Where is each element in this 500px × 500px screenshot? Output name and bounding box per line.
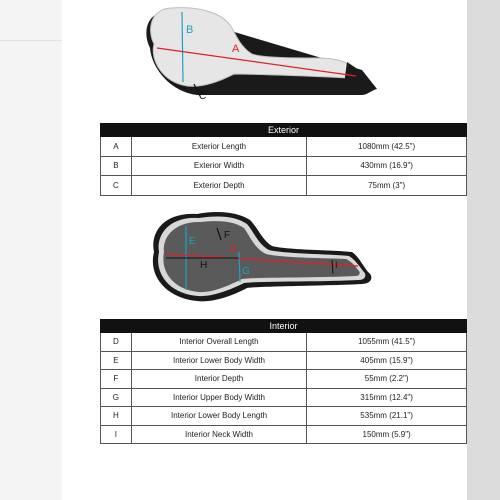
diagram-label-f: F	[224, 230, 231, 241]
row-label: Interior Upper Body Width	[131, 388, 307, 407]
row-value: 1055mm (41.5")	[307, 333, 467, 352]
interior-header: Interior	[101, 320, 467, 333]
row-label: Interior Lower Body Width	[131, 351, 307, 370]
interior-spec-table	[100, 319, 467, 444]
row-value: 55mm (2.2")	[307, 370, 467, 389]
row-label: Interior Neck Width	[131, 425, 307, 444]
table-row	[101, 351, 467, 370]
row-key: A	[101, 137, 132, 157]
table-row	[101, 156, 467, 176]
exterior-case-diagram	[62, 0, 467, 110]
table-row	[101, 370, 467, 389]
row-label: Exterior Length	[131, 137, 307, 157]
diagram-label-d: D	[230, 244, 238, 255]
row-key: F	[101, 370, 132, 389]
diagram-label-b: B	[186, 24, 194, 36]
spec-sheet	[62, 0, 467, 500]
interior-case-diagram	[62, 206, 467, 310]
row-key: I	[101, 425, 132, 444]
row-key: D	[101, 333, 132, 352]
divider	[0, 40, 62, 41]
row-label: Interior Overall Length	[131, 333, 307, 352]
table-row	[101, 407, 467, 426]
exterior-spec-table	[100, 123, 467, 196]
diagram-label-e: E	[189, 236, 196, 247]
row-label: Interior Depth	[131, 370, 307, 389]
row-key: E	[101, 351, 132, 370]
row-value: 535mm (21.1")	[307, 407, 467, 426]
row-value: 315mm (12.4")	[307, 388, 467, 407]
diagram-label-g: G	[242, 266, 250, 277]
row-value: 75mm (3")	[307, 176, 467, 196]
row-key: C	[101, 176, 132, 196]
row-label: Interior Lower Body Length	[131, 407, 307, 426]
table-row	[101, 425, 467, 444]
diagram-label-c: C	[199, 91, 207, 102]
row-value: 1080mm (42.5")	[307, 137, 467, 157]
table-row	[101, 388, 467, 407]
left-margin-panel	[0, 0, 62, 500]
row-label: Exterior Depth	[131, 176, 307, 196]
exterior-header: Exterior	[101, 124, 467, 137]
row-label: Exterior Width	[131, 156, 307, 176]
table-row	[101, 176, 467, 196]
diagram-label-a: A	[232, 43, 240, 55]
row-key: H	[101, 407, 132, 426]
row-key: B	[101, 156, 132, 176]
table-row	[101, 137, 467, 157]
row-value: 430mm (16.9")	[307, 156, 467, 176]
row-value: 150mm (5.9")	[307, 425, 467, 444]
table-row	[101, 333, 467, 352]
row-key: G	[101, 388, 132, 407]
diagram-label-i: I	[335, 260, 338, 270]
row-value: 405mm (15.9")	[307, 351, 467, 370]
diagram-label-h: H	[200, 260, 208, 271]
